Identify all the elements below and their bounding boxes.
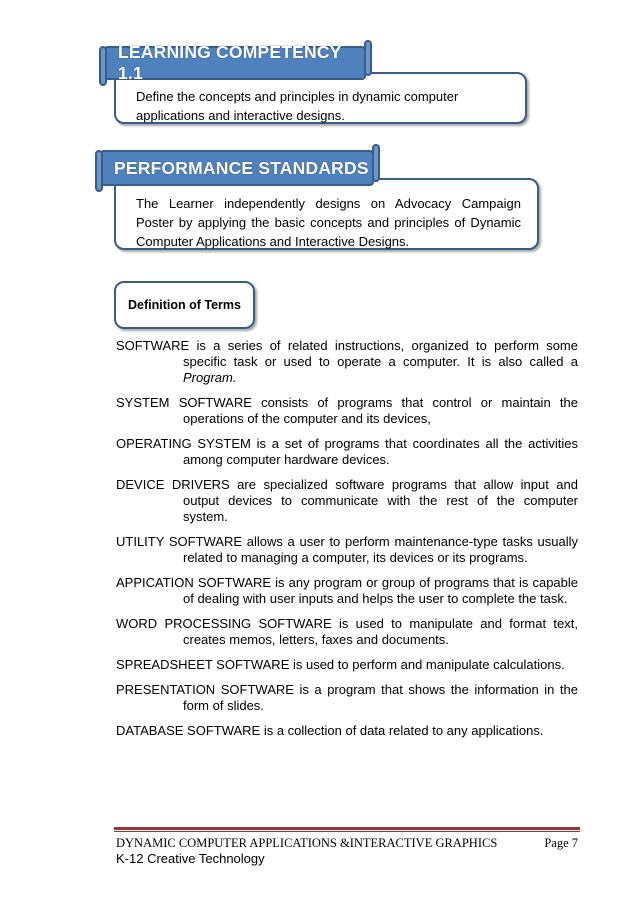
definition-text: WORD PROCESSING SOFTWARE is used to manipulate and format text, creates memos, letters, faxes and documents. bbox=[116, 616, 578, 647]
definition-item bbox=[116, 657, 578, 673]
definition-text: SPREADSHEET SOFTWARE is used to perform and manipulate calculations. bbox=[116, 657, 565, 672]
definition-text: UTILITY SOFTWARE allows a user to perform maintenance-type tasks usually related to managing a computer, its devices or its programs. bbox=[116, 534, 578, 565]
footer-subtitle: K-12 Creative Technology bbox=[116, 851, 265, 866]
banner-curl-right bbox=[364, 40, 372, 76]
performance-standards-panel bbox=[114, 178, 539, 250]
performance-standards-text: The Learner independently designs on Advocacy Campaign Poster by applying the basic concepts and principles of Dynamic Computer Applications and Interactive Designs. bbox=[136, 196, 521, 249]
definition-of-terms-box bbox=[114, 281, 255, 329]
definition-text: DATABASE SOFTWARE is a collection of data related to any applications. bbox=[116, 723, 544, 738]
definition-item bbox=[116, 723, 578, 739]
definition-item bbox=[116, 477, 578, 525]
definition-item bbox=[116, 575, 578, 607]
footer-title: DYNAMIC COMPUTER APPLICATIONS &INTERACTIVE GRAPHICS bbox=[116, 836, 498, 850]
banner-curl-left bbox=[95, 150, 103, 192]
definition-item bbox=[116, 436, 578, 468]
definition-text: DEVICE DRIVERS are specialized software programs that allow input and output devices to communicate with the rest of the computer system. bbox=[116, 477, 578, 524]
performance-standards-heading: PERFORMANCE STANDARDS bbox=[114, 157, 369, 178]
footer-rule bbox=[114, 827, 580, 830]
footer-rule-thin bbox=[114, 831, 580, 832]
banner-curl-left bbox=[99, 46, 107, 86]
definition-of-terms-heading: Definition of Terms bbox=[128, 298, 241, 312]
definition-text: PRESENTATION SOFTWARE is a program that shows the information in the form of slides. bbox=[116, 682, 578, 713]
footer-page-number: Page 7 bbox=[544, 836, 578, 850]
definition-text: SOFTWARE is a series of related instructions, organized to perform some specific task or used to operate a computer. It is also called a bbox=[116, 338, 578, 369]
learning-competency-heading: LEARNING COMPETENCY 1.1 bbox=[118, 42, 342, 83]
definition-text: SYSTEM SOFTWARE consists of programs that control or maintain the operations of the computer and its devices, bbox=[116, 395, 578, 426]
definitions-list bbox=[116, 338, 578, 748]
definition-text: APPICATION SOFTWARE is any program or group of programs that is capable of dealing with user inputs and helps the user to complete the task. bbox=[116, 575, 578, 606]
definition-item bbox=[116, 534, 578, 566]
performance-standards-banner bbox=[100, 150, 374, 186]
definition-item bbox=[116, 682, 578, 714]
learning-competency-text: Define the concepts and principles in dynamic computer applications and interactive designs. bbox=[136, 89, 459, 123]
definition-item bbox=[116, 616, 578, 648]
definition-item bbox=[116, 338, 578, 386]
definition-text: OPERATING SYSTEM is a set of programs that coordinates all the activities among computer hardware devices. bbox=[116, 436, 578, 467]
banner-curl-right bbox=[372, 144, 380, 182]
definition-item bbox=[116, 395, 578, 427]
definition-italic-term: Program. bbox=[183, 370, 237, 385]
learning-competency-banner bbox=[104, 42, 366, 83]
